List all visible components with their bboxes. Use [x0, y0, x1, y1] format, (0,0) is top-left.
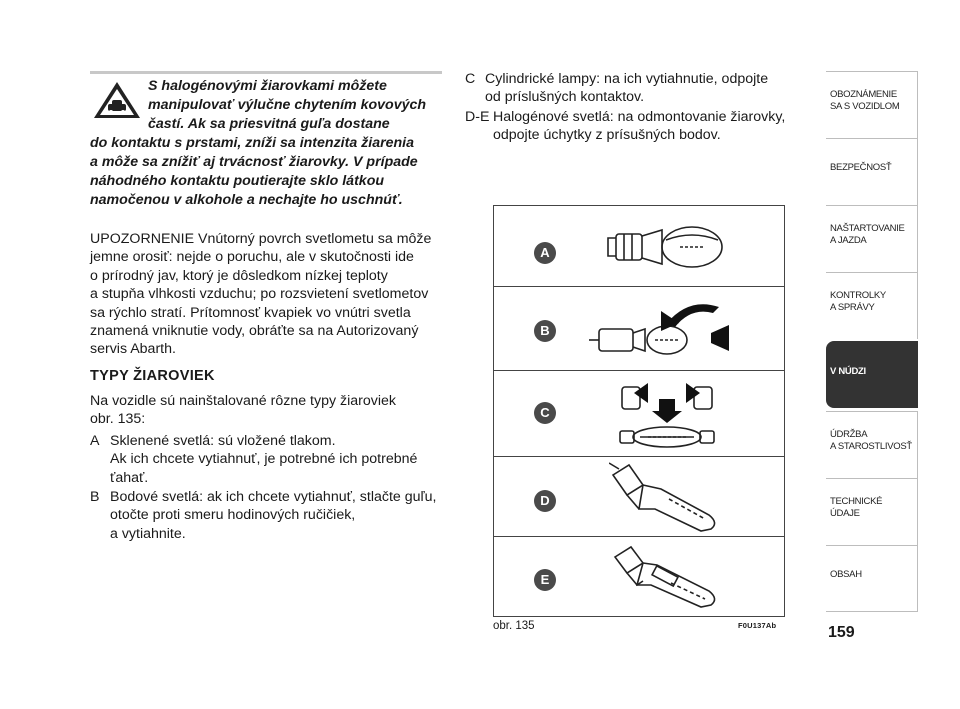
warning-line: do kontaktu s prstami, zníži sa intenzita žiarenia — [90, 135, 415, 151]
tab-label: A STAROSTLIVOSŤ — [830, 441, 912, 452]
item-letter: C — [465, 71, 476, 87]
tab-label: A JAZDA — [830, 235, 867, 246]
item-line: Cylindrické lampy: na ich vytiahnutie, odpojte — [485, 71, 769, 87]
sidebar-tab-obsah[interactable] — [826, 545, 918, 612]
warning-text — [90, 77, 445, 210]
cylinder-bulb-icon — [614, 377, 724, 453]
panel-badge: B — [534, 320, 556, 342]
bulb-types-figure — [493, 205, 785, 617]
tab-label: KONTROLKY — [830, 290, 886, 301]
note-paragraph — [90, 230, 445, 359]
sidebar-tab-bezpecnost[interactable] — [826, 138, 918, 205]
figure-panel-d — [494, 456, 784, 536]
note-line: o prírodný jav, ktorý je dôsledkom nízkej teploty — [90, 267, 388, 284]
sidebar-tab-oboznamenie[interactable] — [826, 71, 918, 138]
halogen-bulb-e-icon — [609, 541, 739, 615]
list-item-d-e — [465, 108, 795, 145]
panel-badge: E — [534, 569, 556, 591]
tab-label: A SPRÁVY — [830, 302, 875, 313]
item-line: od príslušných kontaktov. — [485, 89, 645, 106]
note-line: UPOZORNENIE Vnútorný povrch svetlometu sa môže — [90, 231, 432, 247]
item-line: a vytiahnite. — [110, 525, 186, 542]
figure-panel-b — [494, 286, 784, 370]
figure-code: F0U137Ab — [738, 621, 777, 630]
sidebar-tab-technicke-udaje[interactable] — [826, 478, 918, 545]
tab-label: OBSAH — [830, 569, 862, 580]
list-item-b — [90, 488, 450, 543]
note-line: znamená vniknutie vody, obráťte sa na Autorizovaný — [90, 323, 419, 340]
spot-bulb-icon — [589, 293, 749, 367]
intro-paragraph — [90, 392, 445, 429]
list-item-c — [465, 70, 795, 107]
note-line: servis Abarth. — [90, 341, 176, 358]
list-item-a — [90, 432, 450, 487]
section-heading: TYPY ŽIAROVIEK — [90, 368, 215, 384]
glass-bulb-icon — [604, 216, 744, 278]
item-line: ťahať. — [110, 469, 149, 486]
figure-panel-a — [494, 206, 784, 286]
sidebar-tab-kontrolky[interactable] — [826, 272, 918, 339]
tab-label: BEZPEČNOSŤ — [830, 162, 892, 173]
figure-caption: obr. 135 — [493, 620, 535, 632]
note-line: jemne orosiť: nejde o poruchu, ale v skutočnosti ide — [90, 249, 414, 266]
tab-label: SA S VOZIDLOM — [830, 101, 900, 112]
warning-line: náhodného kontaktu poutierajte sklo látkou — [90, 173, 385, 189]
sidebar-tab-v-nudzi[interactable] — [826, 341, 918, 408]
warning-line: namočenou v alkohole a nechajte ho uschnúť. — [90, 192, 403, 208]
warning-top-rule — [90, 71, 442, 74]
intro-line: obr. 135: — [90, 411, 146, 428]
item-letter: D-E — [465, 109, 490, 125]
tab-label: TECHNICKÉ — [830, 496, 883, 507]
tab-label: V NÚDZI — [830, 366, 866, 377]
figure-panel-e — [494, 536, 784, 618]
tab-label: OBOZNÁMENIE — [830, 89, 897, 100]
item-letter: A — [90, 433, 100, 449]
item-line: Bodové svetlá: ak ich chcete vytiahnuť, stlačte guľu, — [110, 489, 437, 505]
item-line: odpojte úchytky z prísušných bodov. — [493, 127, 721, 144]
item-line: Sklenené svetlá: sú vložené tlakom. — [110, 433, 336, 449]
halogen-bulb-d-icon — [609, 461, 739, 533]
panel-badge: C — [534, 402, 556, 424]
warning-line: manipulovať výlučne chytením kovových — [148, 97, 427, 113]
panel-badge: D — [534, 490, 556, 512]
warning-line: častí. Ak sa priesvitná guľa dostane — [148, 116, 390, 132]
page-number: 159 — [828, 624, 855, 641]
item-line: Ak ich chcete vytiahnuť, je potrebné ich potrebné — [110, 451, 418, 468]
warning-line: S halogénovými žiarovkami môžete — [148, 78, 387, 94]
tab-label: ÚDRŽBA — [830, 429, 868, 440]
sidebar-tab-udrzba[interactable] — [826, 411, 918, 478]
tab-label: NAŠTARTOVANIE — [830, 223, 905, 234]
panel-badge: A — [534, 242, 556, 264]
intro-line: Na vozidle sú nainštalované rôzne typy žiaroviek — [90, 393, 396, 409]
tab-label: ÚDAJE — [830, 508, 860, 519]
item-line: otočte proti smeru hodinových ručičiek, — [110, 507, 356, 524]
note-line: a stupňa vlhkosti vzduchu; po rozsvietení svetlometov — [90, 286, 429, 303]
item-letter: B — [90, 489, 100, 505]
sidebar-tab-startovanie[interactable] — [826, 205, 918, 272]
item-line: Halogénové svetlá: na odmontovanie žiarovky, — [493, 109, 786, 125]
note-line: sa rýchlo stratí. Prítomnosť kvapiek vo vnútri svetla — [90, 304, 411, 321]
figure-panel-c — [494, 370, 784, 456]
warning-line: a môže sa znížiť aj trvácnosť žiarovky. V prípade — [90, 154, 418, 170]
